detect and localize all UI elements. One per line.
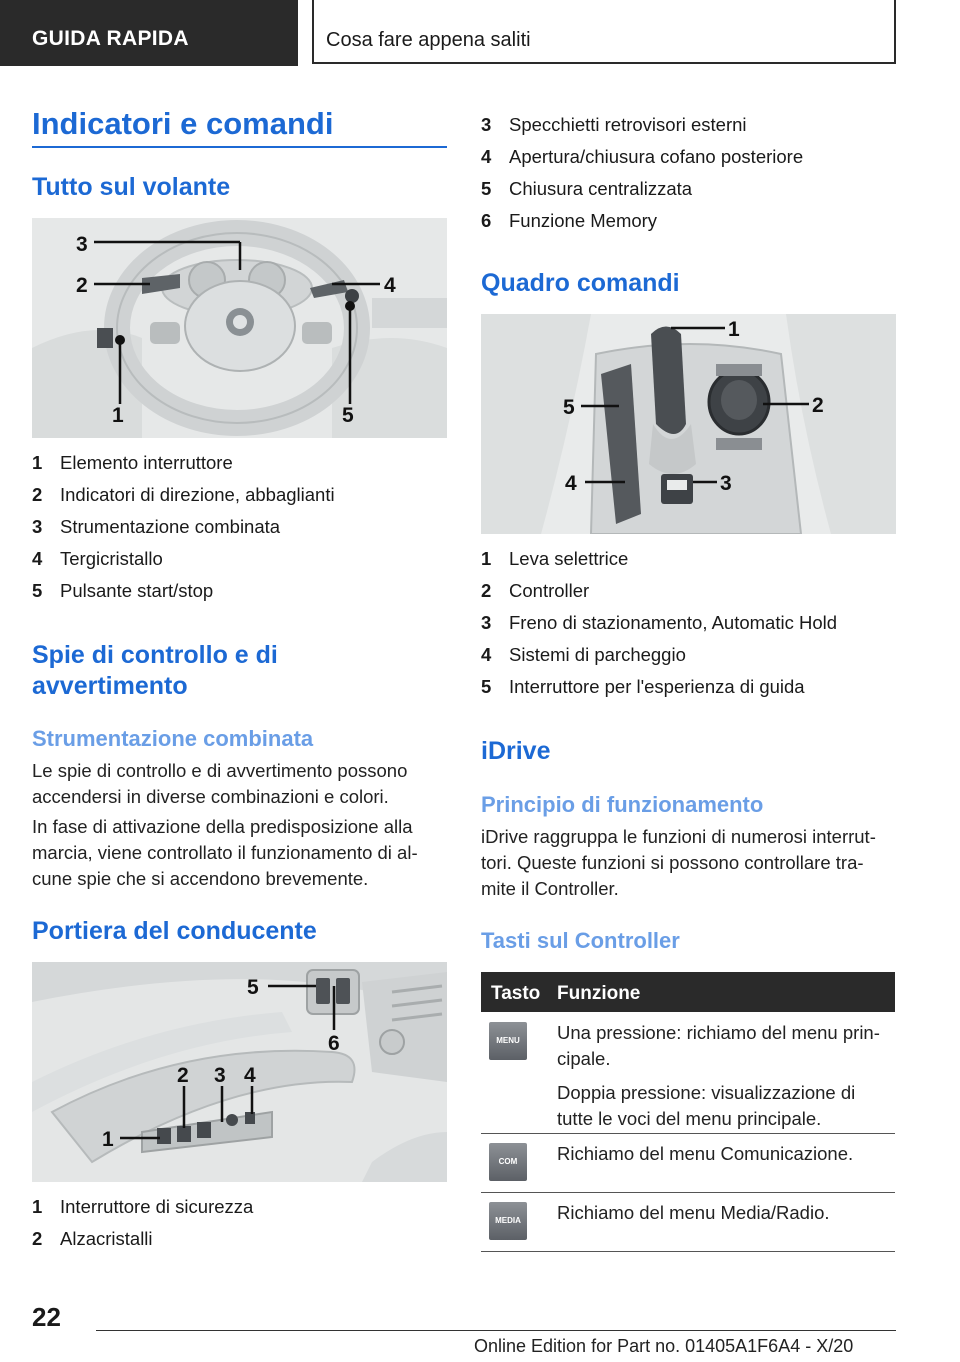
callout-4: 4 — [244, 1064, 256, 1087]
header-chapter-box — [312, 0, 896, 64]
warning-heading: Spie di controllo e di avvertimento — [32, 641, 278, 700]
callout-5: 5 — [247, 976, 259, 999]
callout-2: 2 — [177, 1064, 189, 1087]
door-heading: Portiera del conducente — [32, 917, 317, 945]
header-section-tab — [0, 0, 298, 66]
media-key-icon: MEDIA — [489, 1202, 527, 1240]
driver-door-photo — [32, 962, 447, 1182]
callout-3: 3 — [214, 1064, 226, 1087]
warning-paragraph-1: Le spie di controllo e di avvertimento possono accendersi in diverse combinazioni e colori. — [32, 760, 408, 807]
warning-subheading: Strumentazione combinata — [32, 726, 314, 751]
com-key-icon: COM — [489, 1143, 527, 1181]
callout-3: 3 — [76, 233, 88, 256]
title-rule — [32, 146, 447, 148]
table-header-key: Tasto — [491, 983, 541, 1004]
keys-heading: Tasti sul Controller — [481, 928, 680, 953]
header-section-label: GUIDA RAPIDA — [32, 27, 189, 50]
door-legend: 1 Interruttore di sicurezza 2 Alzacristalli — [32, 1196, 254, 1249]
callout-4: 4 — [384, 274, 396, 297]
table-row: MEDIA Richiamo del menu Media/Radio. — [481, 1192, 895, 1252]
callout-2: 2 — [76, 274, 88, 297]
page-title: Indicatori e comandi — [32, 106, 334, 141]
door-legend-continued: 3 Specchietti retrovisori esterni 4 Apertura/chiusura cofano posteriore 5 Chiusura centralizzata 6 Funzione Memory — [481, 114, 804, 231]
idrive-heading: iDrive — [481, 737, 551, 765]
callout-5: 5 — [563, 396, 575, 419]
callout-4: 4 — [565, 472, 577, 495]
callout-5: 5 — [342, 404, 354, 427]
console-legend: 1 Leva selettrice 2 Controller 3 Freno di stazionamento, Automatic Hold 4 Sistemi di parcheggio 5 Interruttore per l'esperienza di guida — [481, 548, 838, 697]
callout-2: 2 — [812, 394, 824, 417]
callout-6: 6 — [328, 1032, 340, 1055]
table-row: MENU Una pressione: richiamo del menu prin- cipale. Doppia pressione: visualizzazione di tutte le voci del menu principale. — [481, 1012, 895, 1134]
console-heading: Quadro comandi — [481, 269, 680, 297]
table-header — [481, 972, 895, 1012]
idrive-subheading: Principio di funzionamento — [481, 792, 764, 817]
menu-key-icon: MENU — [489, 1022, 527, 1060]
idrive-paragraph: iDrive raggruppa le funzioni di numerosi interrut- tori. Queste funzioni si possono controllare tra- mite il Controller. — [481, 826, 876, 899]
footer-edition: Online Edition for Part no. 01405A1F6A4 - X/20 — [474, 1336, 854, 1356]
steering-legend: 1 Elemento interruttore 2 Indicatori di direzione, abbaglianti 3 Strumentazione combinata 4 Tergicristallo 5 Pulsante start/stop — [32, 452, 335, 601]
callout-3: 3 — [720, 472, 732, 495]
table-row: COM Richiamo del menu Comunicazione. — [481, 1133, 895, 1193]
callout-1: 1 — [112, 404, 124, 427]
center-console-photo — [481, 314, 896, 534]
steering-wheel-photo — [32, 218, 447, 438]
steering-heading: Tutto sul volante — [32, 173, 231, 201]
warning-paragraph-2: In fase di attivazione della predisposizione alla marcia, viene controllato il funzionamento di al- cune spie che si accendono brevemente. — [32, 816, 418, 889]
footer-rule — [96, 1330, 896, 1331]
callout-1: 1 — [728, 318, 740, 341]
callout-1: 1 — [102, 1128, 114, 1151]
header-chapter-label: Cosa fare appena saliti — [326, 29, 531, 51]
page-number: 22 — [32, 1302, 61, 1332]
table-header-function: Funzione — [557, 983, 641, 1004]
